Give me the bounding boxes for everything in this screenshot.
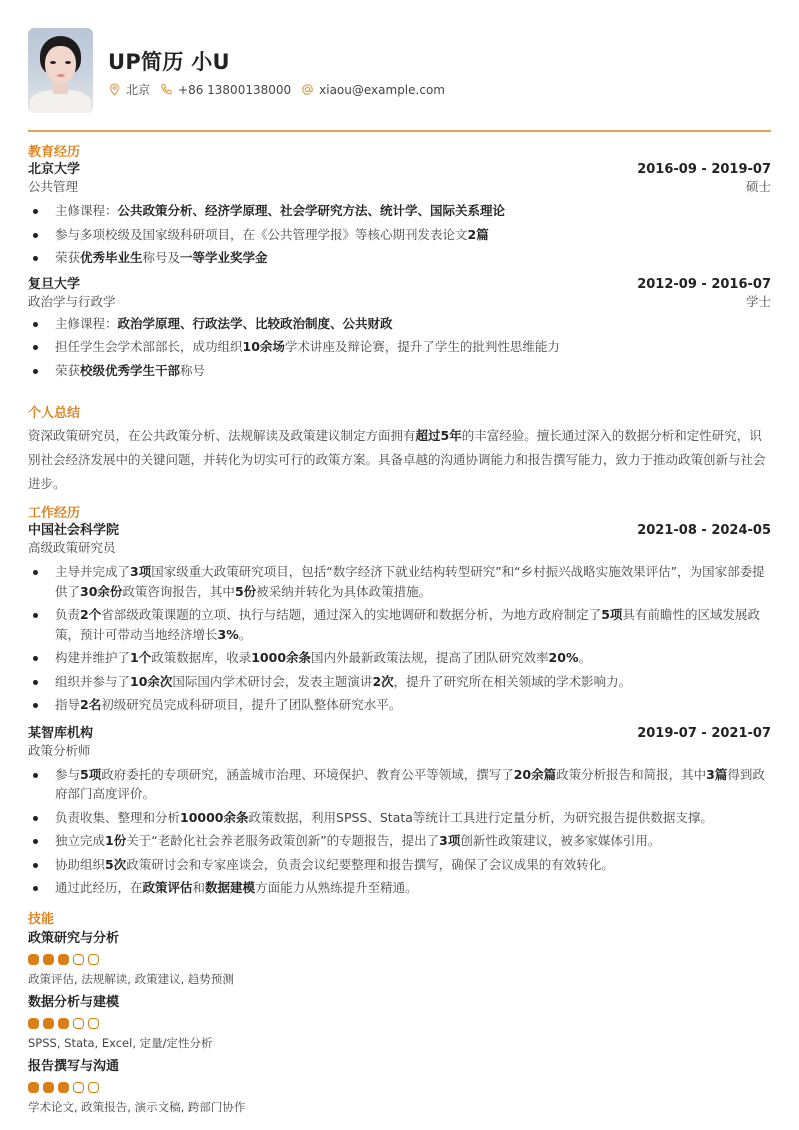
bullet-item: 协助组织5次政策研讨会和专家座谈会，负责会议纪要整理和报告撰写，确保了会议成果的有效转化。 <box>28 855 771 875</box>
highlight: 一等学业奖学金 <box>180 250 268 265</box>
highlight: 1000余条 <box>251 650 312 665</box>
contact-phone <box>160 83 291 97</box>
skill-name: 报告撰写与沟通 <box>28 1059 120 1074</box>
skill-name: 政策研究与分析 <box>28 931 120 946</box>
bullet-item: 组织并参与了10余次国际国内学术研讨会，发表主题演讲2次，提升了研究所在相关领域的学术影响力。 <box>28 672 771 692</box>
contact-location <box>108 81 150 98</box>
highlight: 3项 <box>130 564 152 579</box>
bullet-item: 独立完成1份关于“老龄化社会养老服务政策创新”的专题报告，提出了3项创新性政策建议，被多家媒体引用。 <box>28 831 771 851</box>
highlight: 2名 <box>80 697 102 712</box>
section-title: 个人总结 <box>28 406 81 421</box>
location-text: 北京 <box>126 83 151 97</box>
highlight: 5次 <box>105 856 127 872</box>
section-title: 技能 <box>28 912 55 927</box>
bullet-item: 担任学生会学术部部长，成功组织10余场学术讲座及辩论赛，提升了学生的批判性思维能力 <box>28 337 771 357</box>
company-name: 中国社会科学院 <box>28 523 120 538</box>
highlight: 1个 <box>130 650 152 665</box>
highlight: 5份 <box>234 583 257 599</box>
empty-dot-icon <box>73 1082 84 1093</box>
highlight: 30余份 <box>80 583 123 599</box>
summary-section <box>28 406 771 496</box>
map-pin-icon <box>108 83 121 96</box>
filled-dot-icon <box>43 954 54 965</box>
candidate-name: UP简历 小U <box>108 50 230 74</box>
empty-dot-icon <box>88 1018 99 1029</box>
filled-dot-icon <box>43 1082 54 1093</box>
bullet-item: 主修课程：政治学原理、行政法学、比较政治制度、公共财政 <box>28 314 771 334</box>
highlight: 2个 <box>80 607 102 622</box>
bullet-item: 荣获校级优秀学生干部称号 <box>28 361 771 381</box>
degree: 学士 <box>745 293 771 309</box>
skills-list <box>28 930 771 1115</box>
date-range: 2016-09 - 2019-07 <box>637 162 771 177</box>
bullet-item: 负责2个省部级政策课题的立项、执行与结题，通过深入的实地调研和数据分析，为地方政府制定了5项具有前瞻性的区域发展政策，预计可带动当地经济增长3%。 <box>28 605 771 644</box>
education-entry <box>28 161 771 268</box>
skill-tags: 学术论文, 政策报告, 演示文稿, 跨部门协作 <box>28 1100 246 1114</box>
bullet-list <box>28 765 771 898</box>
filled-dot-icon <box>28 1018 39 1029</box>
empty-dot-icon <box>73 1018 84 1029</box>
skill-tags: SPSS, Stata, Excel, 定量/定性分析 <box>28 1036 213 1050</box>
highlight: 5项 <box>80 766 102 782</box>
filled-dot-icon <box>28 1082 39 1093</box>
date-range: 2012-09 - 2016-07 <box>637 276 771 292</box>
skill-tags: 政策评估, 法规解读, 政策建议, 趋势预测 <box>28 972 234 986</box>
highlight: 10000余条 <box>180 809 249 825</box>
skill-item <box>28 930 771 987</box>
work-entry <box>28 725 771 898</box>
filled-dot-icon <box>43 1018 54 1029</box>
summary-text: 资深政策研究员，在公共政策分析、法规解读及政策建议制定方面拥有超过5年的丰富经验。擅长通过深入的数据分析和定性研究，识别社会经济发展中的关键问题，并转化为切实可行的政策方案。具备卓越的沟通协调能力和报告撰写能力，致力于推动政策创新与社会进步。 <box>28 428 766 491</box>
bullet-item: 指导2名初级研究员完成科研项目，提升了团队整体研究水平。 <box>28 695 771 715</box>
skill-level-rating <box>28 1018 771 1029</box>
highlight: 公共政策分析、经济学原理、社会学研究方法、统计学、国际关系理论 <box>117 203 506 218</box>
header-divider <box>28 130 771 132</box>
school-name: 北京大学 <box>28 162 81 177</box>
bullet-item: 参与5项政府委托的专项研究，涵盖城市治理、环境保护、教育公平等领域，撰写了20余篇政策分析报告和简报，其中3篇得到政府部门高度评价。 <box>28 765 771 804</box>
empty-dot-icon <box>73 954 84 965</box>
highlight: 超过5年 <box>415 428 462 443</box>
at-icon <box>301 83 314 96</box>
highlight: 10余场 <box>242 339 285 354</box>
skill-name: 数据分析与建模 <box>28 995 120 1010</box>
skill-item <box>28 994 771 1051</box>
highlight: 20% <box>548 650 579 665</box>
highlight: 3篇 <box>706 766 728 782</box>
major: 公共管理 <box>28 179 79 194</box>
empty-dot-icon <box>88 1082 99 1093</box>
bullet-item: 构建并维护了1个政策数据库，收录1000余条国内外最新政策法规，提高了团队研究效率20%。 <box>28 648 771 668</box>
highlight: 10余次 <box>130 673 173 689</box>
education-section <box>28 145 771 384</box>
phone-text: +86 13800138000 <box>178 82 292 97</box>
bullet-list <box>28 562 771 715</box>
bullet-item: 通过此经历，在政策评估和数据建模方面能力从熟练提升至精通。 <box>28 878 771 898</box>
date-range: 2019-07 - 2021-07 <box>637 725 771 741</box>
filled-dot-icon <box>58 1018 69 1029</box>
highlight: 2次 <box>372 673 394 689</box>
bullet-list <box>28 314 771 381</box>
bullet-item: 负责收集、整理和分析10000余条政策数据，利用SPSS、Stata等统计工具进行定量分析，为研究报告提供数据支撑。 <box>28 808 771 828</box>
job-title: 高级政策研究员 <box>28 540 116 555</box>
job-title: 政策分析师 <box>28 742 91 758</box>
highlight: 政策评估 <box>142 880 193 895</box>
bullet-item: 荣获优秀毕业生称号及一等学业奖学金 <box>28 248 771 268</box>
degree: 硕士 <box>745 179 771 194</box>
contact-email <box>301 83 445 97</box>
company-name: 某智库机构 <box>28 725 94 741</box>
bullet-item: 主导并完成了3项国家级重大政策研究项目，包括“数字经济下就业结构转型研究”和“乡村振兴战略实施效果评估”，为国家部委提供了30余份政策咨询报告，其中5份被采纳并转化为具体政策措施。 <box>28 562 771 601</box>
filled-dot-icon <box>28 954 39 965</box>
highlight: 2篇 <box>467 226 489 242</box>
empty-dot-icon <box>88 954 99 965</box>
highlight: 政治学原理、行政法学、比较政治制度、公共财政 <box>117 315 393 331</box>
highlight: 1份 <box>105 833 127 848</box>
bullet-item: 主修课程：公共政策分析、经济学原理、社会学研究方法、统计学、国际关系理论 <box>28 201 771 221</box>
bullet-list <box>28 201 771 268</box>
highlight: 5项 <box>601 607 623 622</box>
skills-section <box>28 912 771 1115</box>
highlight: 20余篇 <box>513 766 557 782</box>
work-entry <box>28 522 771 715</box>
email-text: xiaou@example.com <box>319 82 445 97</box>
profile-photo <box>28 28 93 113</box>
work-section <box>28 506 771 902</box>
education-entry <box>28 276 771 381</box>
section-title: 教育经历 <box>28 145 81 160</box>
skill-level-rating <box>28 1082 771 1093</box>
date-range: 2021-08 - 2024-05 <box>637 523 771 538</box>
highlight: 3项 <box>439 833 461 848</box>
skill-level-rating <box>28 954 771 965</box>
contact-info <box>108 81 455 98</box>
resume-header <box>28 28 771 114</box>
highlight: 校级优秀学生干部 <box>80 362 181 378</box>
school-name: 复旦大学 <box>28 276 81 292</box>
phone-icon <box>160 83 173 96</box>
major: 政治学与行政学 <box>28 293 116 309</box>
section-title: 工作经历 <box>28 506 81 521</box>
filled-dot-icon <box>58 954 69 965</box>
highlight: 优秀毕业生 <box>80 250 143 265</box>
skill-item <box>28 1058 771 1115</box>
filled-dot-icon <box>58 1082 69 1093</box>
bullet-item: 参与多项校级及国家级科研项目，在《公共管理学报》等核心期刊发表论文2篇 <box>28 225 771 245</box>
highlight: 数据建模 <box>205 880 256 895</box>
highlight: 3% <box>217 626 239 642</box>
